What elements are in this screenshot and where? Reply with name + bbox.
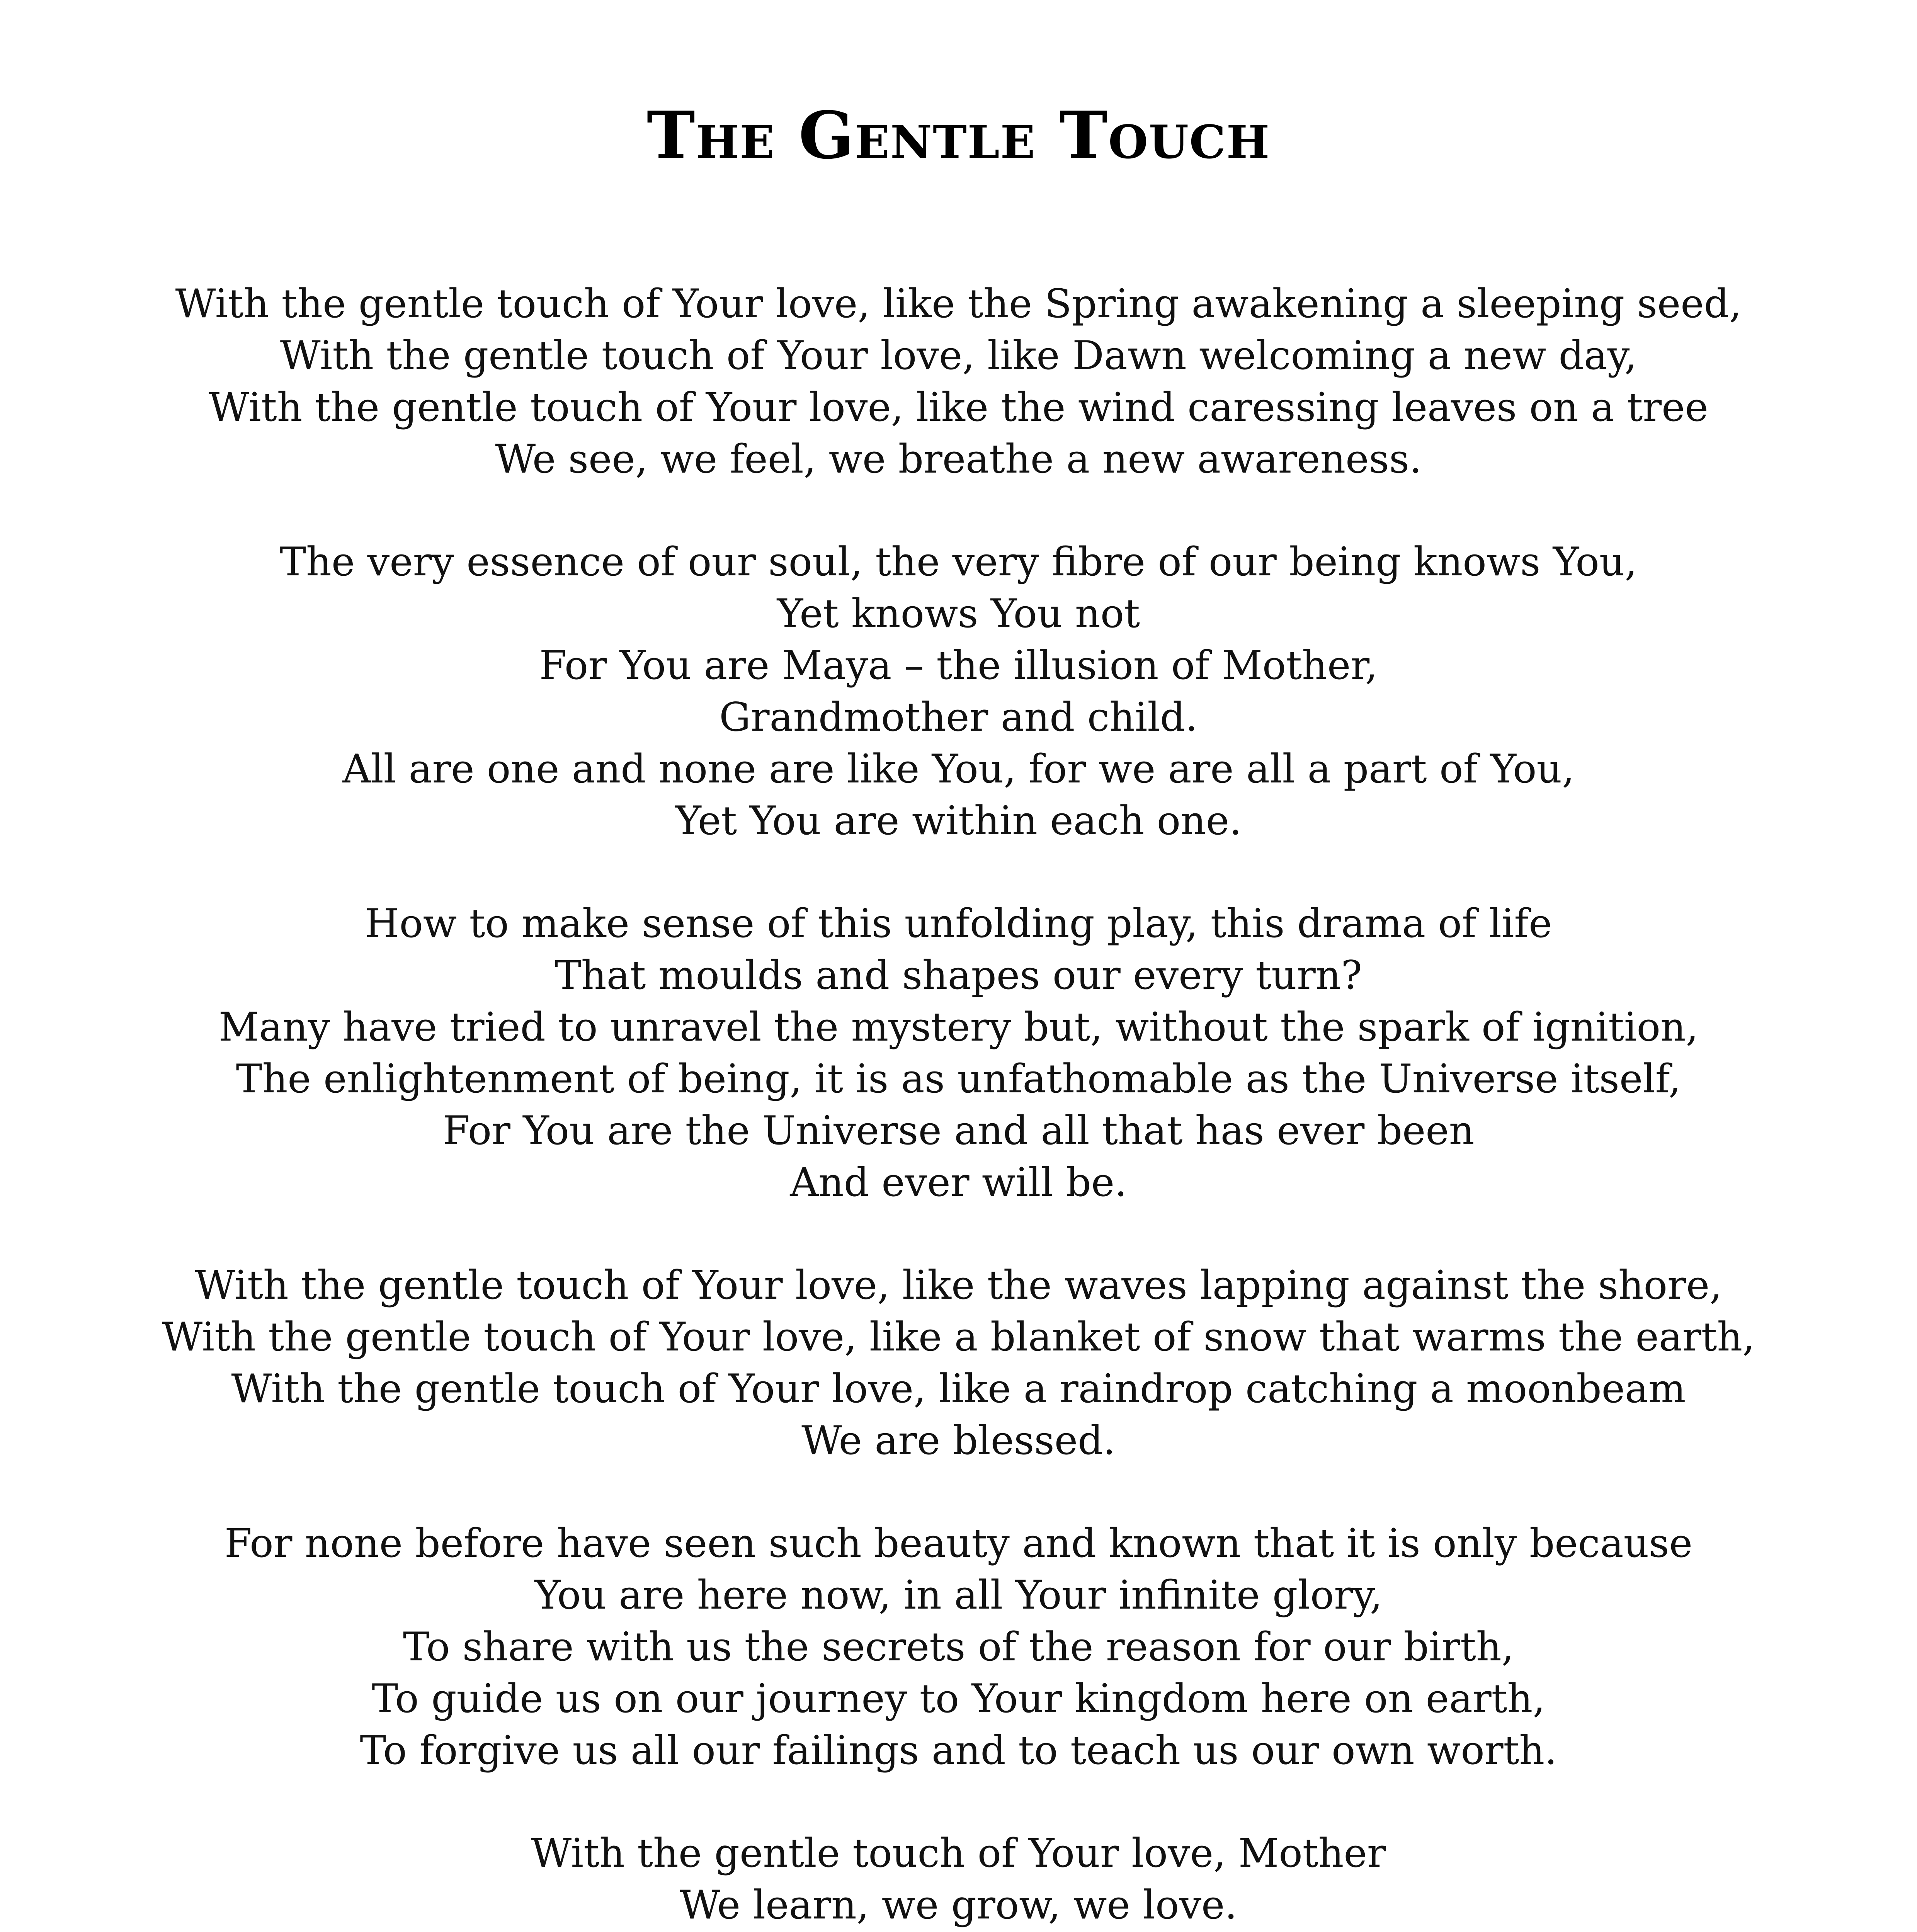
poem-line: For You are the Universe and all that has ever been bbox=[442, 1108, 1475, 1154]
stanza-3 bbox=[0, 898, 1917, 1209]
poem-line: The very essence of our soul, the very fibre of our being knows You, bbox=[280, 539, 1637, 585]
poem-line: With the gentle touch of Your love, like Dawn welcoming a new day, bbox=[280, 333, 1637, 379]
poem-line: The enlightenment of being, it is as unfathomable as the Universe itself, bbox=[236, 1056, 1681, 1102]
stanza-1 bbox=[0, 278, 1917, 485]
poem-body bbox=[0, 278, 1917, 1932]
stanza-5 bbox=[0, 1518, 1917, 1777]
poem-line: Yet You are within each one. bbox=[675, 798, 1242, 844]
poem-line: All are one and none are like You, for we are all a part of You, bbox=[342, 746, 1575, 792]
poem-line: With the gentle touch of Your love, like a blanket of snow that warms the earth, bbox=[162, 1314, 1755, 1360]
poem-line: With the gentle touch of Your love, like a raindrop catching a moonbeam bbox=[231, 1366, 1686, 1412]
poem-line: To forgive us all our failings and to teach us our own worth. bbox=[360, 1728, 1557, 1774]
poem-line: With the gentle touch of Your love, like the wind caressing leaves on a tree bbox=[209, 384, 1708, 430]
poem-line: Grandmother and child. bbox=[719, 694, 1198, 740]
poem-line: To guide us on our journey to Your kingdom here on earth, bbox=[372, 1676, 1545, 1722]
stanza-6 bbox=[0, 1828, 1917, 1931]
poem-line: Yet knows You not bbox=[777, 591, 1140, 637]
poem-line: We are blessed. bbox=[801, 1418, 1116, 1464]
poem-line: You are here now, in all Your infinite glory, bbox=[534, 1572, 1383, 1618]
poem-line: And ever will be. bbox=[790, 1160, 1127, 1206]
poem-line: To share with us the secrets of the reason for our birth, bbox=[403, 1624, 1514, 1670]
poem-line: With the gentle touch of Your love, Mother bbox=[531, 1830, 1386, 1876]
poem-line: For You are Maya – the illusion of Mother, bbox=[539, 643, 1378, 689]
poem-line: With the gentle touch of Your love, like the Spring awakening a sleeping seed, bbox=[175, 281, 1742, 327]
poem-line: How to make sense of this unfolding play, this drama of life bbox=[365, 901, 1552, 947]
poem-line: We see, we feel, we breathe a new awareness. bbox=[495, 436, 1422, 482]
poem-line: Many have tried to unravel the mystery but, without the spark of ignition, bbox=[218, 1004, 1699, 1050]
poem-line: We learn, we grow, we love. bbox=[680, 1882, 1237, 1928]
poem-line: With the gentle touch of Your love, like the waves lapping against the shore, bbox=[195, 1262, 1722, 1308]
poem-line: For none before have seen such beauty and known that it is only because bbox=[225, 1520, 1692, 1566]
poem-line: That moulds and shapes our every turn? bbox=[555, 952, 1362, 998]
stanza-4 bbox=[0, 1260, 1917, 1467]
stanza-2 bbox=[0, 536, 1917, 847]
poem-title: The Gentle Touch bbox=[646, 97, 1271, 173]
